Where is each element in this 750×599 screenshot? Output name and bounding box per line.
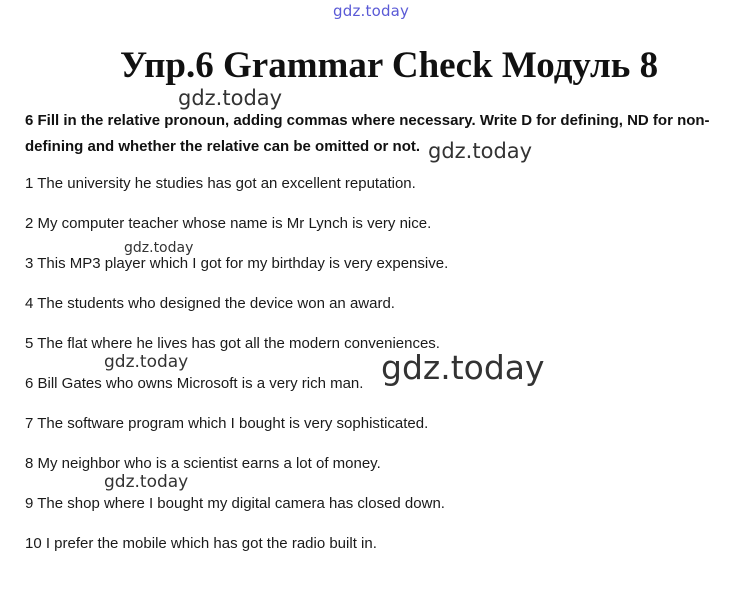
exercise-item: 5 The flat where he lives has got all the modern conveniences. xyxy=(25,335,440,352)
exercise-item: 2 My computer teacher whose name is Mr Lynch is very nice. xyxy=(25,215,432,232)
watermark: gdz.today xyxy=(381,348,545,387)
exercise-item: 9 The shop where I bought my digital camera has closed down. xyxy=(25,495,445,512)
page-title: Упр.6 Grammar Check Модуль 8 xyxy=(120,45,659,86)
exercise-instructions: 6 Fill in the relative pronoun, adding commas where necessary. Write D for defining, ND for non-defining and whether the relative can be omitted or not. xyxy=(25,112,710,155)
watermark-top: gdz.today xyxy=(333,2,410,20)
watermark: gdz.today xyxy=(104,352,189,372)
exercise-item: 4 The students who designed the device won an award. xyxy=(25,295,395,312)
exercise-item: 1 The university he studies has got an excellent reputation. xyxy=(25,175,416,192)
exercise-item: 8 My neighbor who is a scientist earns a lot of money. xyxy=(25,455,381,472)
exercise-item: 3 This MP3 player which I got for my birthday is very expensive. xyxy=(25,255,449,272)
watermark: gdz.today xyxy=(428,139,533,163)
watermark: gdz.today xyxy=(178,86,283,110)
exercise-item: 6 Bill Gates who owns Microsoft is a very rich man. xyxy=(25,375,364,392)
exercise-item: 7 The software program which I bought is very sophisticated. xyxy=(25,415,429,432)
watermark: gdz.today xyxy=(124,240,194,256)
exercise-list xyxy=(25,174,725,574)
exercise-item: 10 I prefer the mobile which has got the radio built in. xyxy=(25,535,377,552)
watermark: gdz.today xyxy=(104,472,189,492)
